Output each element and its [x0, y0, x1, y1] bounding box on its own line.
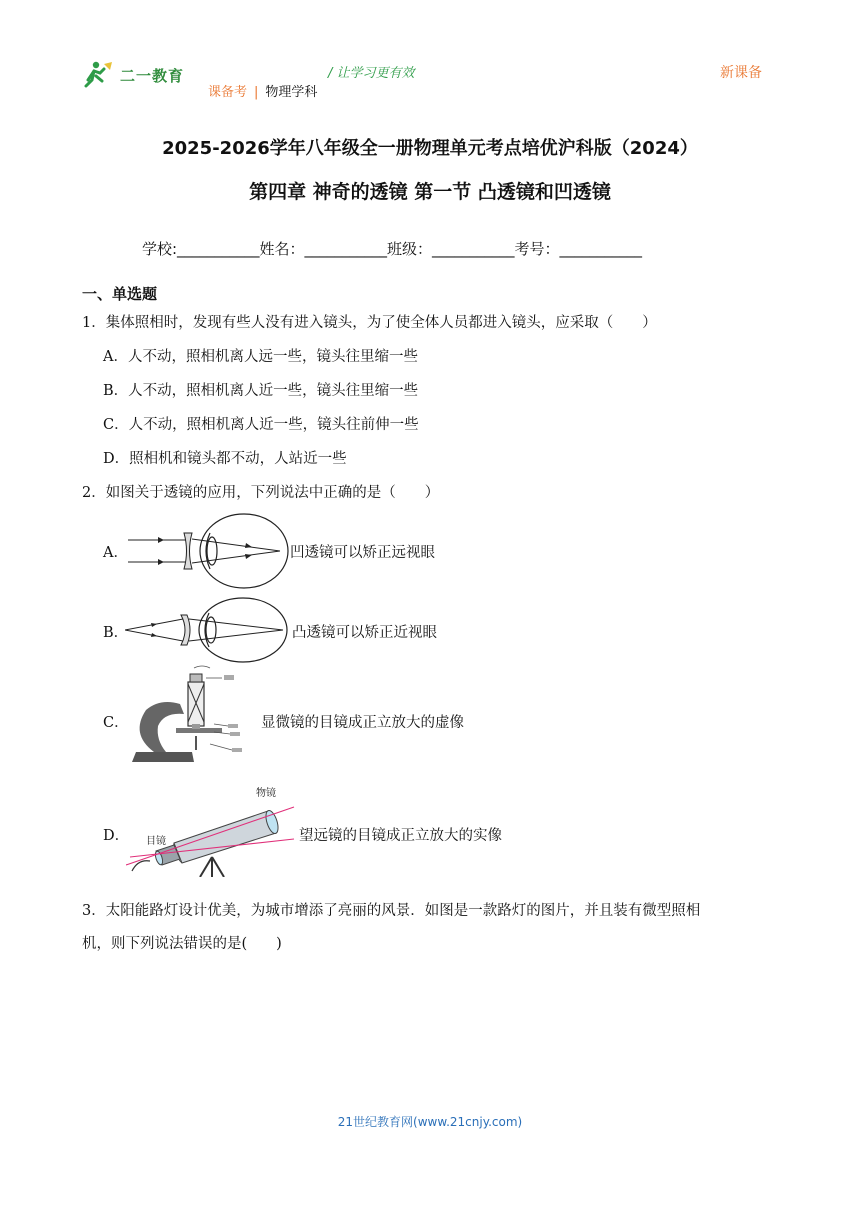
question-2-option-b-letter: B． — [103, 625, 129, 641]
subject-prefix: 课备考 — [208, 85, 248, 100]
telescope-figure — [126, 785, 296, 877]
question-2-option-a-text: 凹透镜可以矫正远视眼 — [290, 545, 435, 561]
footer-source: 21世纪教育网(www.21cnjy.com) — [337, 1115, 523, 1129]
brand-logo — [82, 58, 194, 90]
question-2-option-b-text: 凸透镜可以矫正近视眼 — [292, 625, 437, 641]
question-1-stem: 1．集体照相时，发现有些人没有进入镜头，为了使全体人员都进入镜头，应采取（ ） — [82, 315, 657, 331]
question-3-stem-line-1: 3．太阳能路灯设计优美，为城市增添了亮丽的风景．如图是一款路灯的图片，并且装有微型照相 — [82, 903, 701, 919]
logo-text: 二一教育 — [120, 67, 185, 85]
section-title: 一、单选题 — [82, 285, 158, 303]
runner-icon — [86, 62, 112, 86]
chapter-title: 第四章 神奇的透镜 第一节 凸透镜和凹透镜 — [249, 181, 611, 203]
question-2-option-d-letter: D． — [103, 828, 130, 844]
question-1-option-b: B．人不动，照相机离人近一些，镜头往里缩一些 — [103, 383, 419, 399]
document-title: 2025-2026学年八年级全一册物理单元考点培优沪科版（2024） — [162, 138, 698, 159]
brand-right: 新课备 — [720, 65, 762, 81]
question-3-stem-line-2: 机，则下列说法错误的是( ) — [82, 936, 282, 952]
eye-concave-lens-figure — [128, 511, 290, 591]
eyepiece-lens-label: 目镜 — [146, 836, 166, 847]
eye-convex-lens-figure — [125, 595, 290, 665]
question-2-option-c-text: 显微镜的目镜成正立放大的虚像 — [261, 715, 464, 731]
question-1-option-d: D．照相机和镜头都不动，人站近一些 — [103, 451, 347, 467]
student-info-line: 学校:___________姓名：___________班级：___________考号：___________ — [142, 240, 643, 258]
objective-lens-label: 物镜 — [256, 788, 276, 799]
question-2-option-a-letter: A． — [103, 545, 128, 561]
question-1-option-c: C．人不动，照相机离人近一些，镜头往前伸一些 — [103, 417, 419, 433]
question-2-stem: 2．如图关于透镜的应用，下列说法中正确的是（ ） — [82, 485, 440, 501]
subject-separator: | — [254, 85, 259, 100]
slogan: / 让学习更有效 — [328, 66, 415, 81]
question-2-option-c-letter: C． — [103, 715, 129, 731]
microscope-figure — [124, 664, 254, 770]
question-1-option-a: A．人不动，照相机离人远一些，镜头往里缩一些 — [103, 349, 418, 365]
question-2-option-d-text: 望远镜的目镜成正立放大的实像 — [299, 828, 502, 844]
subject-name: 物理学科 — [265, 85, 318, 100]
subject-line — [208, 81, 317, 100]
